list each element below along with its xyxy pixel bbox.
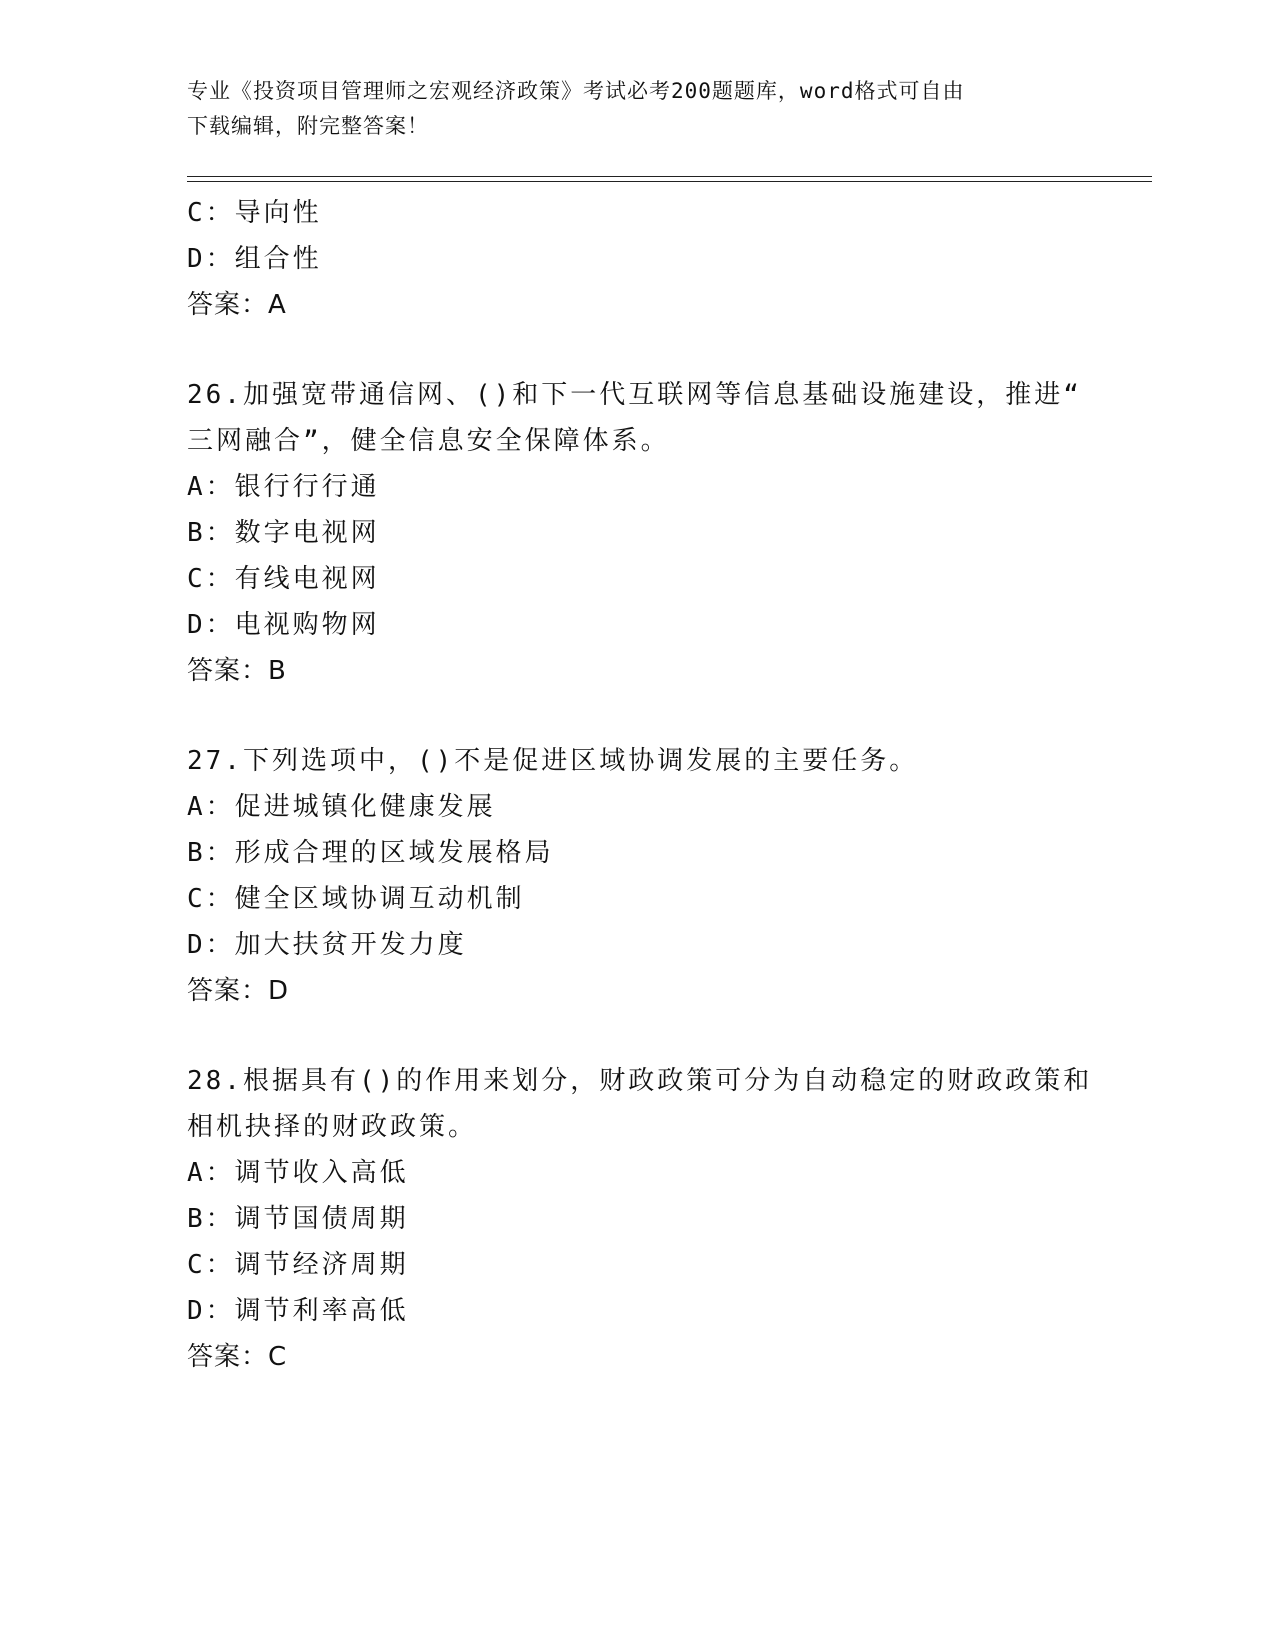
spacer (187, 694, 1087, 738)
option-d: D：加大扶贫开发力度 (187, 930, 467, 960)
question-28 (187, 1058, 1093, 1380)
header-divider-bottom (187, 181, 1152, 182)
question-27 (187, 738, 1087, 1014)
option-c: C：有线电视网 (187, 564, 380, 594)
question-stem-line-1: 26.加强宽带通信网、()和下一代互联网等信息基础设施建设，推进“ (187, 380, 1082, 410)
option-c: C：调节经济周期 (187, 1250, 409, 1280)
document-header (187, 74, 1087, 144)
option-d: D：电视购物网 (187, 610, 380, 640)
option-b: B：数字电视网 (187, 518, 380, 548)
option-a: A：调节收入高低 (187, 1158, 409, 1188)
question-stem-line-1: 27.下列选项中，()不是促进区域协调发展的主要任务。 (187, 746, 919, 776)
header-line-2: 下载编辑，附完整答案！ (187, 114, 429, 138)
spacer (187, 328, 1087, 372)
option-d: D：组合性 (187, 244, 322, 274)
option-b: B：形成合理的区域发展格局 (187, 838, 554, 868)
answer: 答案：B (187, 656, 287, 686)
header-divider-top (187, 176, 1152, 177)
option-c: C：健全区域协调互动机制 (187, 884, 525, 914)
answer: 答案：D (187, 976, 290, 1006)
option-d: D：调节利率高低 (187, 1296, 409, 1326)
option-c: C：导向性 (187, 198, 322, 228)
question-stem-line-1: 28.根据具有()的作用来划分，财政政策可分为自动稳定的财政政策和 (187, 1066, 1093, 1096)
option-a: A：促进城镇化健康发展 (187, 792, 496, 822)
option-a: A：银行行行通 (187, 472, 380, 502)
answer: 答案：C (187, 1342, 288, 1372)
spacer (187, 1014, 1087, 1058)
option-b: B：调节国债周期 (187, 1204, 409, 1234)
answer: 答案：A (187, 290, 287, 320)
question-stem-line-2: 三网融合”，健全信息安全保障体系。 (187, 426, 670, 456)
header-line-1: 专业《投资项目管理师之宏观经济政策》考试必考200题题库，word格式可自由 (187, 79, 965, 103)
question-list (187, 190, 1093, 1380)
question-26 (187, 372, 1087, 694)
question-25-partial (187, 190, 1087, 328)
question-stem-line-2: 相机抉择的财政政策。 (187, 1112, 478, 1142)
